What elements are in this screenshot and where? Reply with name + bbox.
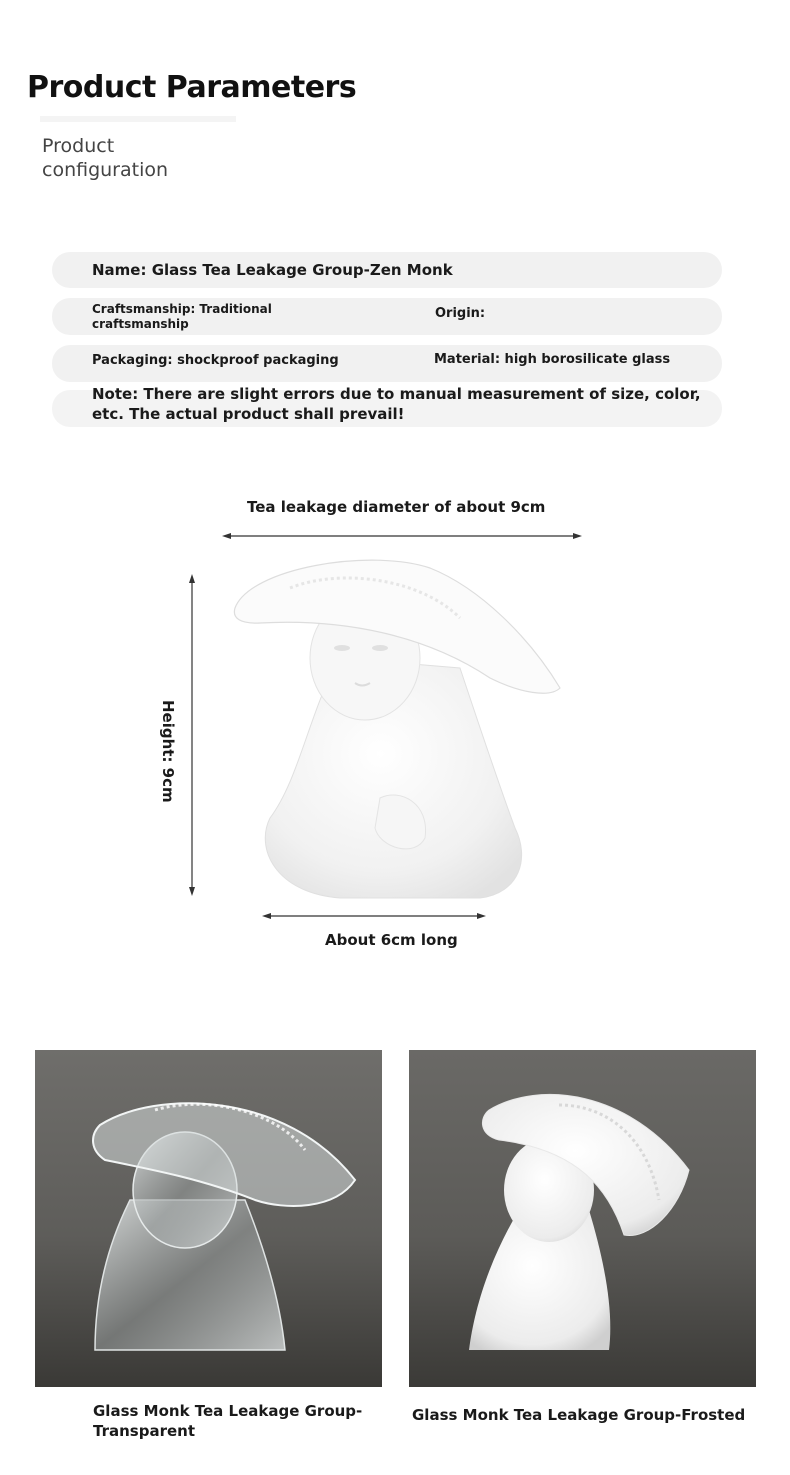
param-row-name	[52, 252, 722, 288]
page-title: Product Parameters	[27, 70, 357, 105]
photo-frosted-variant	[409, 1050, 756, 1387]
length-arrow	[262, 910, 486, 922]
monk-figure-illustration	[230, 548, 570, 904]
param-material: Material: high borosilicate glass	[434, 352, 671, 367]
transparent-monk-illustration	[35, 1050, 382, 1387]
photo-transparent-variant	[35, 1050, 382, 1387]
height-arrow	[186, 574, 198, 896]
param-origin: Origin:	[435, 306, 486, 321]
param-note: Note: There are slight errors due to manual measurement of size, color, etc. The actual product shall prevail!	[92, 385, 701, 423]
frosted-monk-illustration	[409, 1050, 756, 1387]
caption-frosted: Glass Monk Tea Leakage Group-Frosted	[412, 1406, 746, 1424]
height-label: Height: 9cm	[159, 700, 177, 803]
param-packaging: Packaging: shockproof packaging	[92, 353, 339, 368]
section-label: Product configuration	[42, 135, 169, 181]
length-label: About 6cm long	[325, 931, 458, 949]
param-row-packaging	[52, 345, 722, 382]
caption-transparent: Glass Monk Tea Leakage Group-Transparent	[93, 1402, 363, 1440]
param-craftsmanship: Craftsmanship: Traditional craftsmanship	[92, 302, 272, 331]
diameter-arrow	[222, 530, 582, 542]
param-row-craftsmanship	[52, 298, 722, 335]
param-row-note	[52, 385, 722, 427]
param-name: Name: Glass Tea Leakage Group-Zen Monk	[92, 261, 453, 279]
title-underline	[40, 116, 236, 122]
diameter-label: Tea leakage diameter of about 9cm	[247, 498, 546, 516]
